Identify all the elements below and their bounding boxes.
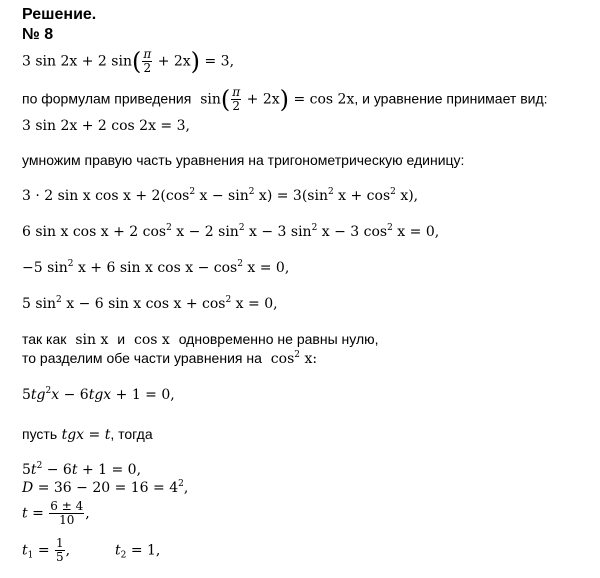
eq-lhs: 3 sin 2x + 2 sin	[22, 53, 132, 70]
divide-statement: то разделим обе части уравнения на $\cos^2 x$:	[22, 350, 318, 367]
reduction-formula-line: по формулам приведения sin( $\frac{\pi}{2}$ + 2x) = cos 2x, и уравнение принимает вид:	[22, 85, 548, 114]
collected-equation: 6 sin x cos x + 2 $\cos^2 x - 2$ $\sin^2 x - 3$ $\sin^2 x - 3$ $\cos^2 x = 0$,	[22, 223, 440, 240]
negative-form-equation: −5 $\sin^2 x + 6$ sin x $\cos x - \cos^2 x = 0$,	[22, 259, 290, 276]
pi-over-two-fraction: $\frac{\pi}{2}$	[232, 85, 241, 113]
positive-form-equation: 5 $\sin^2 x - 6$ sin x $\cos x + \cos^2 x = 0$,	[22, 295, 278, 312]
expanded-equation: 3 · 2 sin x $\cos x + 2(\cos^2$ $x - \sin^2 x) = 3(\sin^2$ $x + \cos^2 x$),	[22, 187, 419, 204]
quadratic-equation: $5t^2 - 6t + 1 = 0$,	[22, 461, 142, 478]
pi-over-two-fraction: $\frac{\pi}{2}$	[143, 47, 152, 75]
substitution-line: пусть tgx = t, тогда	[22, 426, 153, 443]
roots-values: $t_1$ = $\frac{1}{5}$ , $t_2 = 1$,	[22, 536, 161, 564]
roots-formula: t = $\frac{6 \pm 4}{10}$ ,	[22, 499, 90, 527]
problem-number: № 8	[22, 26, 54, 43]
multiply-instruction: умножим правую часть уравнения на тригонометрическую единицу:	[22, 152, 465, 168]
tangent-equation: $5tg^2x - 6tgx + 1 = 0$,	[22, 386, 175, 403]
reduced-equation: 3 sin 2x + 2 cos 2x = 3,	[22, 118, 190, 134]
one-fifth-fraction: $\frac{1}{5}$	[56, 536, 64, 564]
solution-heading: Решение.	[22, 6, 97, 23]
since-statement: так как sin x и cos x одновременно не равны нулю,	[22, 331, 379, 348]
discriminant-line: $D = 36 - 20 = 16 = 4^2$,	[22, 479, 189, 496]
roots-fraction: $\frac{6 \pm 4}{10}$	[50, 499, 84, 527]
original-equation: 3 sin 2x + 2 sin( $\frac{\pi}{2}$ + 2x) = 3,	[22, 47, 235, 76]
